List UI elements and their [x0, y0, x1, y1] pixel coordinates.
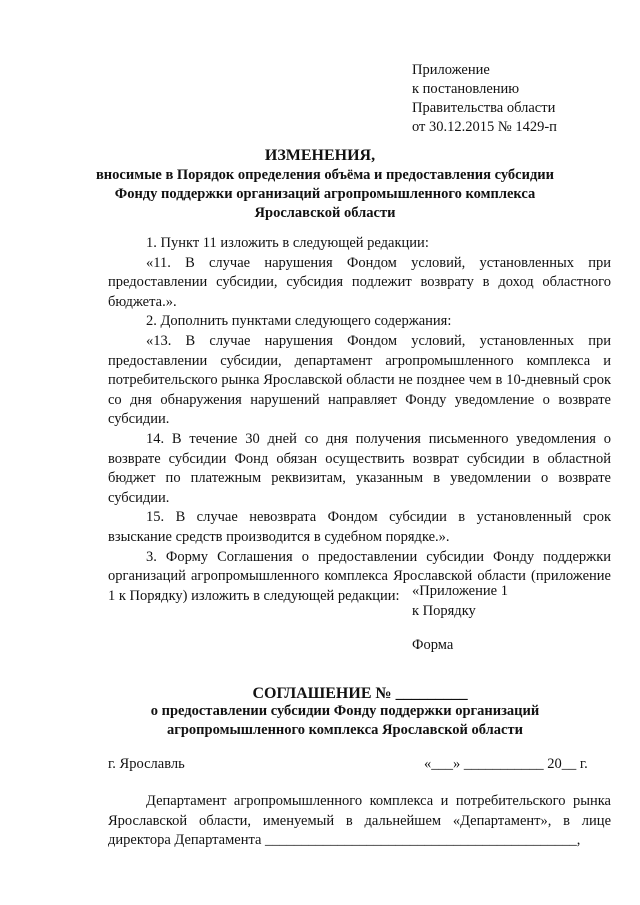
- changes-title: ИЗМЕНЕНИЯ,: [264, 147, 376, 164]
- agreement-title: СОГЛАШЕНИЕ № _________: [252, 685, 468, 702]
- appendix-line: к постановлению: [412, 81, 520, 97]
- paragraph: Департамент агропромышленного комплекса и потребительского рынка Ярославской области, именуемый в дальнейшем «Департамент», в лице директора Департамента ___________________________________________,: [108, 793, 611, 849]
- agreement-body: [108, 792, 611, 851]
- appendix1-line: «Приложение 1: [412, 583, 508, 599]
- agreement-city: г. Ярославль: [108, 756, 185, 772]
- paragraph: «13. В случае нарушения Фондом условий, установленных при предоставлении субсидии, департамент агропромышленного комплекса и потребительского рынка Ярославской области не позднее чем в 10-дневный срок со дня обнаружения нарушений направляет Фонду уведомление о возврате субсидии.: [108, 332, 611, 428]
- paragraph: 15. В случае невозврата Фондом субсидии в установленный срок взыскание средств производится в судебном порядке.».: [108, 509, 611, 545]
- paragraph: 1. Пункт 11 изложить в следующей редакции:: [146, 235, 429, 251]
- appendix-header: [412, 61, 557, 137]
- paragraph: 2. Дополнить пунктами следующего содержания:: [146, 313, 452, 330]
- form-label: Форма: [412, 637, 454, 653]
- changes-subtitle: вносимые в Порядок определения объёма и предоставления субсидии Фонду поддержки организаций агропромышленного комплекса Ярославской области: [95, 167, 555, 221]
- agreement-date: «___» ___________ 20__ г.: [424, 756, 588, 772]
- appendix1-line: к Порядку: [412, 602, 476, 619]
- paragraph: «11. В случае нарушения Фондом условий, установленных при предоставлении субсидии, субсидия подлежит возврату в доход областного бюджета.».: [108, 254, 611, 310]
- appendix-line: Приложение: [412, 62, 490, 78]
- appendix1-header: [412, 582, 508, 621]
- document-body: [108, 234, 611, 606]
- paragraph: 14. В течение 30 дней со дня получения письменного уведомления о возврате субсидии Фонд обязан осуществить возврат субсидии в областной бюджет по платежным реквизитам, указанным в уведомлении о возврате субсидии.: [108, 430, 611, 506]
- agreement-subtitle: о предоставлении субсидии Фонду поддержки организаций агропромышленного комплекса Ярославской области: [150, 703, 540, 738]
- paragraph: 3. Форму Соглашения о предоставлении субсидии Фонду поддержки организаций агропромышленного комплекса Ярославской области (приложение 1 к Порядку) изложить в следующей редакции:: [108, 548, 611, 604]
- appendix-line: от 30.12.2015 № 1429-п: [412, 119, 557, 135]
- appendix-line: Правительства области: [412, 100, 556, 116]
